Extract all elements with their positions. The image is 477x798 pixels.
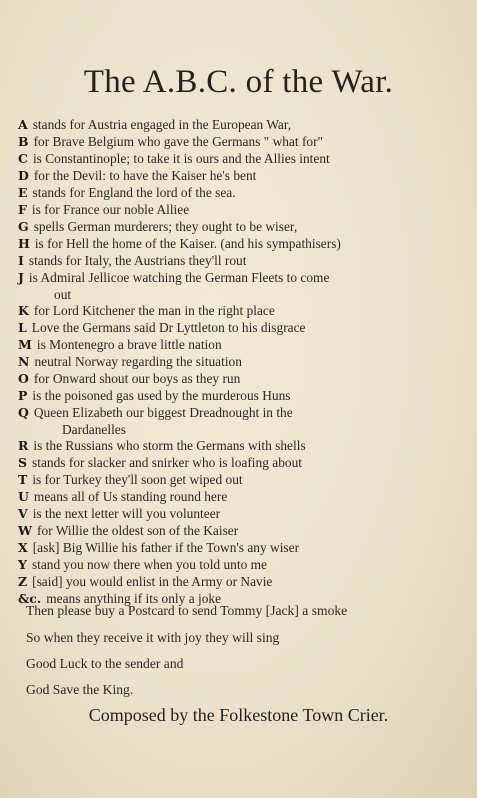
list-item: [18, 489, 227, 505]
list-item: [18, 219, 297, 235]
list-item: [18, 523, 238, 539]
list-item: [18, 438, 306, 454]
entry-letter: X: [18, 540, 28, 555]
entry-text: for Willie the oldest son of the Kaiser: [37, 523, 239, 538]
entry-letter: A: [18, 117, 28, 132]
list-item: [18, 405, 293, 421]
entry-letter: G: [18, 219, 29, 234]
list-item: [18, 303, 275, 319]
page-title: The A.B.C. of the War.: [83, 64, 394, 100]
list-item: [18, 270, 329, 286]
entry-text: Love the Germans said Dr Lyttleton to his disgrace: [31, 320, 306, 335]
closing-line: So when they receive it with joy they will sing: [26, 630, 280, 645]
entry-text: for the Devil: to have the Kaiser he's bent: [33, 168, 257, 183]
entry-letter: F: [18, 202, 27, 217]
list-item: [18, 354, 242, 370]
list-item: [18, 117, 291, 133]
entry-letter: Y: [18, 557, 27, 572]
entry-text: is Montenegro a brave little nation: [36, 337, 222, 352]
entry-text: is the poisoned gas used by the murderous Huns: [32, 388, 291, 403]
entry-text: stands for slacker and snirker who is loafing about: [32, 455, 303, 470]
list-item: [18, 168, 256, 184]
entry-continuation: Dardanelles: [62, 422, 126, 437]
entry-letter: J: [18, 270, 24, 285]
entry-letter: O: [18, 371, 29, 386]
entry-text: neutral Norway regarding the situation: [34, 354, 242, 369]
signature: Composed by the Folkestone Town Crier.: [88, 705, 389, 725]
list-item: [18, 185, 236, 201]
list-item: [18, 236, 341, 252]
list-item: [18, 557, 267, 573]
entry-letter: S: [18, 455, 28, 470]
entry-letter: W: [18, 523, 33, 538]
entry-text: is Constantinople; to take it is ours and the Allies intent: [32, 151, 330, 166]
entry-text: stand you now there when you told unto me: [31, 557, 267, 572]
entry-letter: V: [18, 506, 28, 521]
entry-letter: D: [18, 168, 29, 183]
entry-text: is for Turkey they'll soon get wiped out: [32, 472, 243, 487]
entry-letter: H: [18, 236, 30, 251]
entry-text: is for France our noble Alliee: [31, 202, 190, 217]
entry-letter: U: [18, 489, 29, 504]
list-item: [18, 472, 243, 488]
entry-letter: I: [18, 253, 24, 268]
entry-text: for Brave Belgium who gave the Germans " what for": [33, 134, 324, 149]
entry-letter: P: [18, 388, 28, 403]
entry-text: is the next letter will you volunteer: [32, 506, 221, 521]
list-item: [18, 574, 272, 590]
entry-letter: T: [18, 472, 28, 487]
entry-text: for Onward shout our boys as they run: [33, 371, 241, 386]
entry-letter: M: [18, 337, 32, 352]
entry-text: stands for Austria engaged in the European War,: [32, 117, 292, 132]
list-item: [18, 134, 323, 150]
list-item: [18, 506, 220, 522]
entry-letter: B: [18, 134, 29, 149]
entry-text: is for Hell the home of the Kaiser. (and his sympathisers): [34, 236, 341, 251]
entry-text: for Lord Kitchener the man in the right place: [33, 303, 275, 318]
list-item: [18, 455, 302, 471]
entry-letter: R: [18, 438, 29, 453]
entry-text: means all of Us standing round here: [33, 489, 228, 504]
entry-letter: &c.: [18, 591, 42, 606]
entry-continuation: out: [54, 287, 72, 302]
list-item: [18, 202, 189, 218]
entry-text: [said] you would enlist in the Army or Navie: [32, 574, 273, 589]
list-item: [18, 253, 246, 269]
entry-text: stands for England the lord of the sea.: [32, 185, 236, 200]
entry-letter: C: [18, 151, 28, 166]
list-item: [18, 337, 222, 353]
entry-text: is Admiral Jellicoe watching the German Fleets to come: [28, 270, 330, 285]
entry-text: stands for Italy, the Austrians they'll rout: [28, 253, 247, 268]
entry-text: spells German murderers; they ought to be wiser,: [33, 219, 298, 234]
list-item: [18, 371, 240, 387]
entry-text: is the Russians who storm the Germans with shells: [33, 438, 306, 453]
entry-text: [ask] Big Willie his father if the Town's any wiser: [32, 540, 300, 555]
closing-line: Then please buy a Postcard to send Tommy [Jack] a smoke: [26, 603, 348, 618]
entry-letter: K: [18, 303, 29, 318]
list-item: [18, 540, 299, 556]
entry-letter: Q: [18, 405, 29, 420]
entry-text: Queen Elizabeth our biggest Dreadnought in the: [33, 405, 293, 420]
closing-line: God Save the King.: [26, 682, 134, 697]
list-item: [18, 320, 306, 336]
entry-letter: Z: [18, 574, 28, 589]
entry-letter: E: [18, 185, 28, 200]
list-item: [18, 151, 330, 167]
list-item: [18, 388, 291, 404]
entry-letter: L: [18, 320, 27, 335]
entry-text: means anything if its only a joke: [46, 591, 222, 606]
entry-letter: N: [18, 354, 30, 369]
closing-line: Good Luck to the sender and: [26, 656, 184, 671]
